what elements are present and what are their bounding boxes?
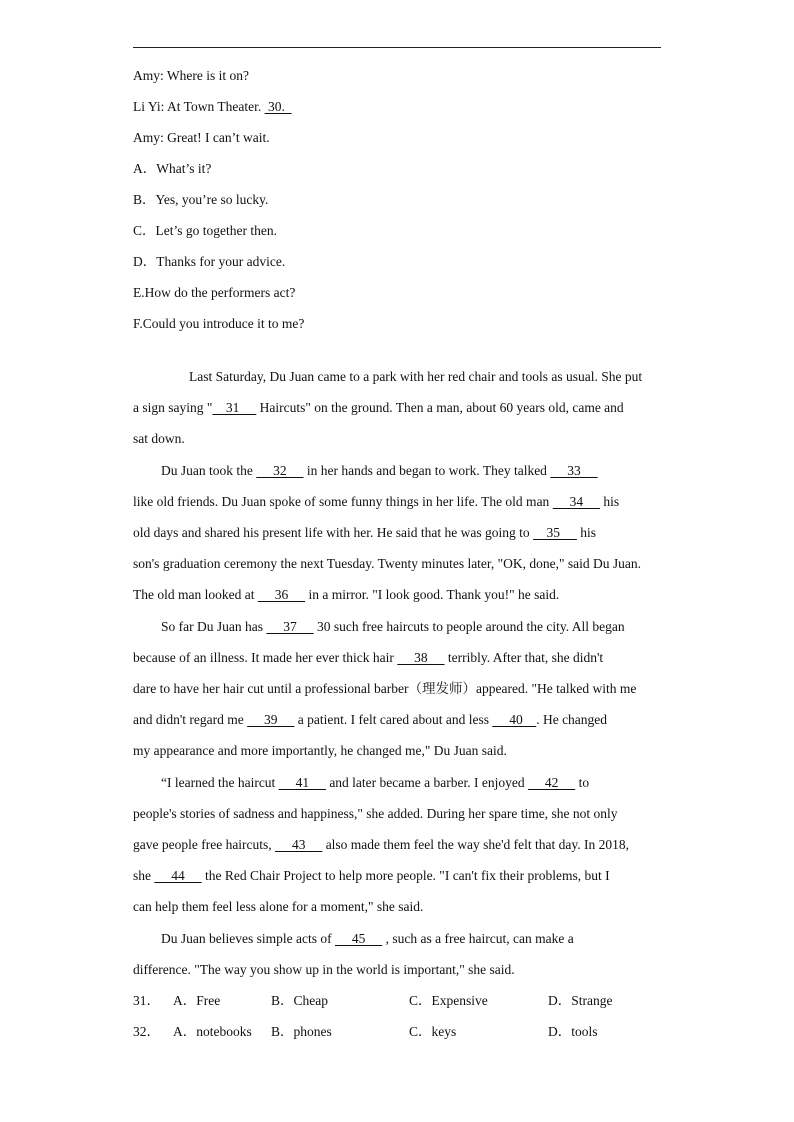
dialogue-text: At Town Theater. <box>167 99 262 114</box>
blank-39[interactable]: 39 <box>247 712 295 727</box>
passage-line: old days and shared his present life with her. He said that he was going to 35 his <box>133 525 597 540</box>
blank-41[interactable]: 41 <box>278 775 326 790</box>
passage-line: Du Juan believes simple acts of 45 , such as a free haircut, can make a <box>161 931 574 946</box>
header-rule <box>133 47 661 48</box>
speaker-label: Amy: <box>133 130 164 145</box>
option-d: D．Thanks for your advice. <box>133 254 286 269</box>
speaker-label: Amy: <box>133 68 164 83</box>
passage-line: Last Saturday, Du Juan came to a park with her red chair and tools as usual. She put <box>189 369 643 384</box>
choice-d[interactable]: D．tools <box>548 1024 598 1039</box>
option-f: F.Could you introduce it to me? <box>133 316 305 331</box>
dialogue-line <box>133 129 270 147</box>
question-number: 32． <box>133 1024 160 1039</box>
passage-line: The old man looked at 36 in a mirror. "I look good. Thank you!" he said. <box>133 587 560 602</box>
blank-44[interactable]: 44 <box>154 868 202 883</box>
passage-line: “I learned the haircut 41 and later became a barber. I enjoyed 42 to <box>161 775 590 790</box>
choice-d[interactable]: D．Strange <box>548 993 613 1008</box>
dialogue-line <box>133 67 249 85</box>
choice-a[interactable]: A．Free <box>173 993 221 1008</box>
blank-35[interactable]: 35 <box>533 525 577 540</box>
blank-33[interactable]: 33 <box>550 463 598 478</box>
choice-a[interactable]: A．notebooks <box>173 1024 252 1039</box>
passage-line: difference. "The way you show up in the world is important," she said. <box>133 962 515 977</box>
choice-c[interactable]: C．keys <box>409 1024 457 1039</box>
blank-45[interactable]: 45 <box>334 931 383 946</box>
choice-b[interactable]: B．phones <box>271 1024 332 1039</box>
blank-36[interactable]: 36 <box>257 587 306 602</box>
blank-43[interactable]: 43 <box>275 837 323 852</box>
blank-34[interactable]: 34 <box>552 494 600 509</box>
blank-37[interactable]: 37 <box>266 619 314 634</box>
passage-line: my appearance and more importantly, he changed me," Du Juan said. <box>133 743 507 758</box>
passage-line: because of an illness. It made her ever thick hair 38 terribly. After that, she didn't <box>133 650 604 665</box>
passage-line: a sign saying " 31 Haircuts" on the ground. Then a man, about 60 years old, came and <box>133 400 624 415</box>
passage-line: So far Du Juan has 37 30 such free haircuts to people around the city. All began <box>161 619 625 634</box>
dialogue-text: Great! I can’t wait. <box>167 130 270 145</box>
blank-31[interactable]: 31 <box>212 400 257 415</box>
choice-c[interactable]: C．Expensive <box>409 993 488 1008</box>
blank-40[interactable]: 40 <box>492 712 537 727</box>
passage-line: dare to have her hair cut until a professional barber（理发师）appeared. "He talked with me <box>133 681 637 696</box>
dialogue-text: Where is it on? <box>166 68 250 83</box>
passage-line: sat down. <box>133 431 185 446</box>
question-number: 31． <box>133 993 160 1008</box>
option-b: B．Yes, you’re so lucky. <box>133 192 269 207</box>
option-a: A．What’s it? <box>133 161 212 176</box>
blank-38[interactable]: 38 <box>397 650 445 665</box>
question-32 <box>133 1023 653 1041</box>
blank-32[interactable]: 32 <box>256 463 304 478</box>
dialogue-line <box>133 98 292 116</box>
question-31 <box>133 992 653 1010</box>
passage-line: gave people free haircuts, 43 also made them feel the way she'd felt that day. In 2018, <box>133 837 630 852</box>
blank-30[interactable]: 30. <box>264 99 292 114</box>
option-c: C．Let’s go together then. <box>133 223 277 238</box>
speaker-label: Li Yi: <box>133 99 165 114</box>
choice-b[interactable]: B．Cheap <box>271 993 328 1008</box>
passage-line: like old friends. Du Juan spoke of some funny things in her life. The old man 34 his <box>133 494 620 509</box>
passage-line: can help them feel less alone for a moment," she said. <box>133 899 424 914</box>
passage-line: she 44 the Red Chair Project to help more people. "I can't fix their problems, but I <box>133 868 610 883</box>
passage-line: Du Juan took the 32 in her hands and began to work. They talked 33 <box>161 463 598 478</box>
passage-line: and didn't regard me 39 a patient. I felt cared about and less 40 . He changed <box>133 712 608 727</box>
option-e: E.How do the performers act? <box>133 285 296 300</box>
blank-42[interactable]: 42 <box>527 775 576 790</box>
passage-line: people's stories of sadness and happiness," she added. During her spare time, she not only <box>133 806 618 821</box>
passage-line: son's graduation ceremony the next Tuesday. Twenty minutes later, "OK, done," said Du Juan. <box>133 556 642 571</box>
